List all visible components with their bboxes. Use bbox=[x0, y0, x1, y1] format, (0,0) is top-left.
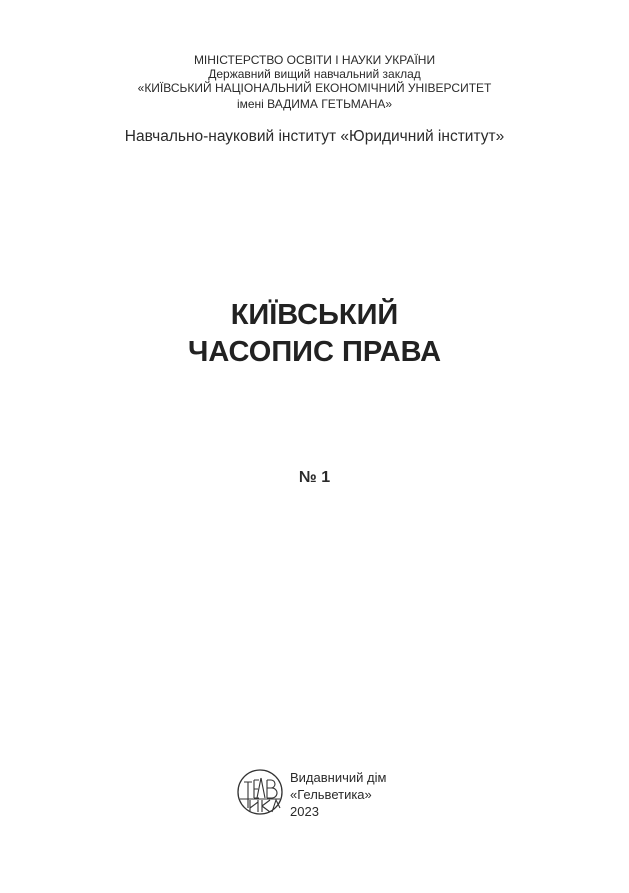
header-line: Державний вищий навчальний заклад bbox=[208, 67, 421, 81]
publisher-logo-icon bbox=[236, 768, 284, 816]
header-line: МІНІСТЕРСТВО ОСВІТИ І НАУКИ УКРАЇНИ bbox=[193, 53, 436, 67]
ministry-header bbox=[0, 53, 629, 111]
institute-name: Навчально-науковий інститут «Юридичний інститут» bbox=[124, 128, 505, 145]
publisher-name: «Гельветика» bbox=[290, 787, 372, 802]
publisher-text bbox=[290, 769, 386, 820]
journal-title bbox=[0, 297, 629, 371]
publication-year: 2023 bbox=[290, 804, 319, 819]
header-line: імені ВАДИМА ГЕТЬМАНА» bbox=[236, 97, 393, 111]
header-line: «КИЇВСЬКИЙ НАЦІОНАЛЬНИЙ ЕКОНОМІЧНИЙ УНІВЕРСИТЕТ bbox=[137, 81, 492, 95]
title-line-2: ЧАСОПИС ПРАВА bbox=[187, 336, 442, 368]
title-line-1: КИЇВСЬКИЙ bbox=[230, 299, 399, 331]
publisher-block bbox=[236, 768, 386, 820]
issue-number: № 1 bbox=[298, 469, 331, 486]
publisher-line-1: Видавничий дім bbox=[290, 770, 387, 785]
